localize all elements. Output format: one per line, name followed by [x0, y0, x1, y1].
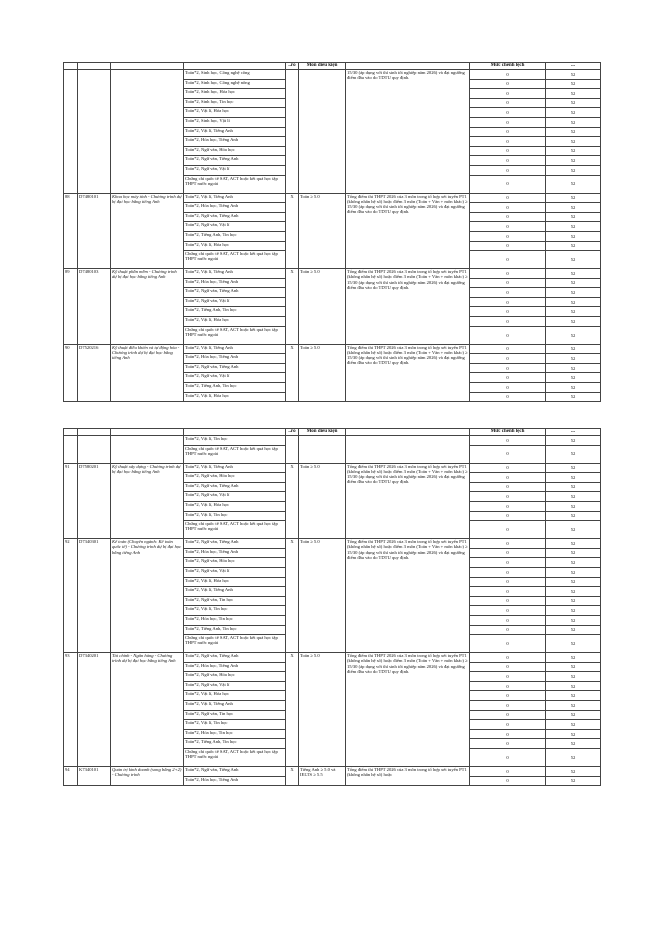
diff-level-cell: 0: [470, 251, 546, 269]
score-cell: 52: [546, 701, 601, 711]
score-cell: 52: [546, 521, 601, 539]
program-condition: Tiếng Anh ≥ 5.0 và IELTS ≥ 5.5: [299, 767, 346, 786]
combination-cell: Toán*2, Ngữ văn, Vật lí: [184, 222, 286, 232]
diff-level-cell: 0: [470, 127, 546, 137]
combination-cell: Toán*2, Vật lí, Hóa học: [184, 691, 286, 701]
combination-cell: Toán*2, Sinh học, Công nghệ nông: [184, 79, 286, 89]
combination-cell: Toán*2, Tiếng Anh, Tin học: [184, 307, 286, 317]
program-no: 93: [64, 653, 78, 767]
program-name: Tài chính - Ngân hàng - Chương trình dự bị đại học bằng tiếng Anh: [111, 653, 184, 767]
combination-cell: Chứng chỉ quốc tế SAT, ACT hoặc kết quả học tập THPT nước ngoài: [184, 445, 286, 463]
diff-level-cell: 0: [470, 203, 546, 213]
diff-level-cell: 0: [470, 739, 546, 749]
diff-level-cell: 0: [470, 615, 546, 625]
program-name: Quản trị kinh doanh (song bằng 2+2) - Chương trình: [111, 767, 184, 786]
score-cell: 52: [546, 729, 601, 739]
program-condition: Toán ≥ 5.0: [299, 463, 346, 539]
lead-no: [64, 436, 78, 464]
program-code: D7480101: [78, 193, 111, 269]
diff-level-cell: 0: [470, 108, 546, 118]
combination-cell: Toán*2, Ngữ văn, Tin học: [184, 710, 286, 720]
program-method-mark: X: [286, 344, 299, 402]
score-cell: 52: [546, 241, 601, 251]
diff-level-cell: 0: [470, 344, 546, 354]
combination-cell: Toán*2, Vật lí, Hóa học: [184, 577, 286, 587]
diff-level-cell: 0: [470, 606, 546, 616]
diff-level-cell: 0: [470, 326, 546, 344]
combination-cell: Chứng chỉ quốc tế SAT, ACT hoặc kết quả học tập THPT nước ngoài: [184, 521, 286, 539]
program-name: Kế toán (Chuyên ngành: Kế toán quốc tế) - Chương trình dự bị đại học bằng tiếng Anh: [111, 539, 184, 653]
diff-level-cell: 0: [470, 241, 546, 251]
header-blank: [64, 63, 78, 70]
program-method-mark: X: [286, 463, 299, 539]
score-cell: 52: [546, 710, 601, 720]
combination-cell: Toán*2, Ngữ văn, Tiếng Anh: [184, 767, 286, 777]
diff-level-cell: 0: [470, 383, 546, 393]
combination-cell: Toán*2, Ngữ văn, Vật lí: [184, 165, 286, 175]
score-cell: 52: [546, 127, 601, 137]
lead-no: [64, 70, 78, 194]
diff-level-cell: 0: [470, 137, 546, 147]
score-cell: 52: [546, 222, 601, 232]
diff-level-cell: 0: [470, 548, 546, 558]
diff-level-cell: 0: [470, 193, 546, 203]
diff-level-cell: 0: [470, 175, 546, 193]
lead-method: [286, 436, 299, 464]
program-condition: Toán ≥ 5.0: [299, 269, 346, 345]
lead-name: [111, 436, 184, 464]
header-blank: [78, 63, 111, 70]
combination-cell: Toán*2, Hóa học, Tin học: [184, 729, 286, 739]
score-cell: 52: [546, 317, 601, 327]
program-note: Tổng điểm thi THPT 2026 của 3 môn trong tổ hợp xét tuyển PT1 (không nhân hệ số) hoặc điểm 3 môn (Toán + Văn + môn khác) ≥ 15/30 (áp dụng với thí sinh tốt nghiệp năm 2026) và đạt ngưỡng điểm đầu vào do TDTU quy định.: [346, 653, 470, 767]
program-no: 92: [64, 539, 78, 653]
combination-cell: Toán*2, Tiếng Anh, Tin học: [184, 231, 286, 241]
combination-cell: Toán*2, Ngữ văn, Tiếng Anh: [184, 288, 286, 298]
score-cell: 52: [546, 79, 601, 89]
header-method: ..ró: [286, 429, 299, 436]
score-cell: 52: [546, 98, 601, 108]
score-cell: 52: [546, 577, 601, 587]
score-cell: 52: [546, 606, 601, 616]
program-note: Tổng điểm thi THPT 2026 của 3 môn trong tổ hợp xét tuyển PT1 (không nhân hệ số) hoặc: [346, 767, 470, 786]
table-row: [64, 436, 601, 446]
header-subject-condition: Môn điều kiện: [299, 63, 346, 70]
score-cell: 52: [546, 720, 601, 730]
score-cell: 52: [546, 548, 601, 558]
combination-cell: Toán*2, Ngữ văn, Hóa học: [184, 558, 286, 568]
table-row: [64, 269, 601, 279]
diff-level-cell: 0: [470, 539, 546, 549]
score-cell: 52: [546, 653, 601, 663]
combination-cell: Toán*2, Vật lí, Hóa học: [184, 317, 286, 327]
score-cell: 52: [546, 70, 601, 80]
program-code: K7340101: [78, 767, 111, 786]
program-note: Tổng điểm thi THPT 2026 của 3 môn trong tổ hợp xét tuyển PT1 (không nhân hệ số) hoặc điểm 3 môn (Toán + Văn + môn khác) ≥ 15/30 (áp dụng với thí sinh tốt nghiệp năm 2026) và đạt ngưỡng điểm đầu vào do TDTU quy định.: [346, 193, 470, 269]
program-note: Tổng điểm thi THPT 2026 của 3 môn trong tổ hợp xét tuyển PT1 (không nhân hệ số) hoặc điểm 3 môn (Toán + Văn + môn khác) ≥ 15/30 (áp dụng với thí sinh tốt nghiệp năm 2026) và đạt ngưỡng điểm đầu vào do TDTU quy định.: [346, 463, 470, 539]
combination-cell: Chứng chỉ quốc tế SAT, ACT hoặc kết quả học tập THPT nước ngoài: [184, 251, 286, 269]
diff-level-cell: 0: [470, 473, 546, 483]
diff-level-cell: 0: [470, 482, 546, 492]
diff-level-cell: 0: [470, 79, 546, 89]
diff-level-cell: 0: [470, 231, 546, 241]
score-cell: 52: [546, 635, 601, 653]
header-diff-level: Mức chênh lệch: [470, 429, 546, 436]
header-diff-level: Mức chênh lệch: [470, 63, 546, 70]
header-blank: [184, 429, 286, 436]
table-row: [64, 463, 601, 473]
combination-cell: Toán*2, Ngữ văn, Vật lí: [184, 492, 286, 502]
combination-cell: Toán*2, Vật lí, Hóa học: [184, 108, 286, 118]
score-cell: 52: [546, 615, 601, 625]
score-cell: 52: [546, 482, 601, 492]
score-cell: 52: [546, 278, 601, 288]
combination-cell: Toán*2, Vật lí, Tiếng Anh: [184, 269, 286, 279]
combination-cell: Toán*2, Ngữ văn, Tiếng Anh: [184, 539, 286, 549]
combination-cell: Toán*2, Ngữ văn, Vật lí: [184, 681, 286, 691]
score-cell: 52: [546, 587, 601, 597]
diff-level-cell: 0: [470, 729, 546, 739]
combination-cell: Toán*2, Ngữ văn, Tiếng Anh: [184, 363, 286, 373]
diff-level-cell: 0: [470, 567, 546, 577]
score-cell: 52: [546, 231, 601, 241]
combination-cell: Toán*2, Sinh học, Vật lí: [184, 117, 286, 127]
diff-level-cell: 0: [470, 146, 546, 156]
score-cell: 52: [546, 137, 601, 147]
score-cell: 52: [546, 383, 601, 393]
program-condition: Toán ≥ 5.0: [299, 344, 346, 402]
score-cell: 52: [546, 203, 601, 213]
program-code: D7340301: [78, 539, 111, 653]
score-cell: 52: [546, 776, 601, 786]
combination-cell: Toán*2, Ngữ văn, Hóa học: [184, 672, 286, 682]
combination-cell: Toán*2, Hóa học, Tiếng Anh: [184, 354, 286, 364]
score-cell: 52: [546, 681, 601, 691]
diff-level-cell: 0: [470, 288, 546, 298]
combination-cell: Chứng chỉ quốc tế SAT, ACT hoặc kết quả học tập THPT nước ngoài: [184, 175, 286, 193]
program-condition: Toán ≥ 5.0: [299, 193, 346, 269]
combination-cell: Toán*2, Vật lí, Tiếng Anh: [184, 193, 286, 203]
diff-level-cell: 0: [470, 317, 546, 327]
combination-cell: Toán*2, Vật lí, Tiếng Anh: [184, 344, 286, 354]
diff-level-cell: 0: [470, 596, 546, 606]
program-method-mark: X: [286, 767, 299, 786]
combination-cell: Toán*2, Hóa học, Tin học: [184, 615, 286, 625]
score-cell: 52: [546, 363, 601, 373]
diff-level-cell: 0: [470, 681, 546, 691]
program-name: Kỹ thuật phần mềm - Chương trình dự bị đại học bằng tiếng Anh: [111, 269, 184, 345]
score-cell: 52: [546, 492, 601, 502]
header-blank: [346, 429, 470, 436]
header-blank: [111, 429, 184, 436]
diff-level-cell: 0: [470, 720, 546, 730]
program-condition: Toán ≥ 5.0: [299, 539, 346, 653]
header-blank: [184, 63, 286, 70]
score-cell: 52: [546, 767, 601, 777]
program-note: Tổng điểm thi THPT 2026 của 3 môn trong tổ hợp xét tuyển PT1 (không nhân hệ số) hoặc điểm 3 môn (Toán + Văn + môn khác) ≥ 15/30 (áp dụng với thí sinh tốt nghiệp năm 2026) và đạt ngưỡng điểm đầu vào do TDTU quy định.: [346, 344, 470, 402]
diff-level-cell: 0: [470, 212, 546, 222]
program-method-mark: X: [286, 193, 299, 269]
diff-level-cell: 0: [470, 501, 546, 511]
score-cell: 52: [546, 326, 601, 344]
combination-cell: Toán*2, Sinh học, Tin học: [184, 98, 286, 108]
header-method: ..ró: [286, 63, 299, 70]
diff-level-cell: 0: [470, 635, 546, 653]
lead-name: [111, 70, 184, 194]
diff-level-cell: 0: [470, 117, 546, 127]
combination-cell: Toán*2, Hóa học, Tiếng Anh: [184, 776, 286, 786]
combination-cell: Toán*2, Ngữ văn, Hóa học: [184, 473, 286, 483]
diff-level-cell: 0: [470, 672, 546, 682]
diff-level-cell: 0: [470, 297, 546, 307]
score-cell: 52: [546, 445, 601, 463]
combination-cell: Toán*2, Vật lí, Hóa học: [184, 501, 286, 511]
combination-cell: Toán*2, Tiếng Anh, Tin học: [184, 739, 286, 749]
score-cell: 52: [546, 193, 601, 203]
program-note: Tổng điểm thi THPT 2026 của 3 môn trong tổ hợp xét tuyển PT1 (không nhân hệ số) hoặc điểm 3 môn (Toán + Văn + môn khác) ≥ 15/30 (áp dụng với thí sinh tốt nghiệp năm 2026) và đạt ngưỡng điểm đầu vào do TDTU quy định.: [346, 269, 470, 345]
combination-cell: Toán*2, Sinh học, Hóa học: [184, 89, 286, 99]
score-cell: 52: [546, 175, 601, 193]
header-subject-condition: Môn điều kiện: [299, 429, 346, 436]
combination-cell: Toán*2, Ngữ văn, Vật lí: [184, 373, 286, 383]
table-row: [64, 767, 601, 777]
combination-cell: Toán*2, Ngữ văn, Tiếng Anh: [184, 212, 286, 222]
combination-cell: Chứng chỉ quốc tế SAT, ACT hoặc kết quả học tập THPT nước ngoài: [184, 749, 286, 767]
diff-level-cell: 0: [470, 222, 546, 232]
header-blank: [64, 429, 78, 436]
header-last: ...: [546, 429, 601, 436]
table-row: [64, 344, 601, 354]
diff-level-cell: 0: [470, 511, 546, 521]
score-cell: 52: [546, 501, 601, 511]
diff-level-cell: 0: [470, 577, 546, 587]
program-note: Tổng điểm thi THPT 2026 của 3 môn trong tổ hợp xét tuyển PT1 (không nhân hệ số) hoặc điểm 3 môn (Toán + Văn + môn khác) ≥ 15/30 (áp dụng với thí sinh tốt nghiệp năm 2026) và đạt ngưỡng điểm đầu vào do TDTU quy định.: [346, 539, 470, 653]
score-cell: 52: [546, 567, 601, 577]
table-header-row: [64, 63, 601, 70]
combination-cell: Toán*2, Vật lí, Hóa học: [184, 392, 286, 402]
admission-table-1: [63, 62, 601, 402]
combination-cell: Toán*2, Vật lí, Tin học: [184, 720, 286, 730]
combination-cell: Chứng chỉ quốc tế SAT, ACT hoặc kết quả học tập THPT nước ngoài: [184, 326, 286, 344]
diff-level-cell: 0: [470, 165, 546, 175]
combination-cell: Toán*2, Vật lí, Tiếng Anh: [184, 463, 286, 473]
score-cell: 52: [546, 288, 601, 298]
score-cell: 52: [546, 373, 601, 383]
score-cell: 52: [546, 344, 601, 354]
combination-cell: Toán*2, Hóa học, Tiếng Anh: [184, 548, 286, 558]
program-code: D7480103: [78, 269, 111, 345]
table-header-row: [64, 429, 601, 436]
diff-level-cell: 0: [470, 363, 546, 373]
score-cell: 52: [546, 539, 601, 549]
lead-code: [78, 436, 111, 464]
combination-cell: Toán*2, Vật lí, Hóa học: [184, 241, 286, 251]
diff-level-cell: 0: [470, 373, 546, 383]
lead-note: [346, 436, 470, 464]
score-cell: 52: [546, 436, 601, 446]
diff-level-cell: 0: [470, 89, 546, 99]
diff-level-cell: 0: [470, 354, 546, 364]
combination-cell: Toán*2, Vật lí, Tiếng Anh: [184, 701, 286, 711]
diff-level-cell: 0: [470, 776, 546, 786]
combination-cell: Chứng chỉ quốc tế SAT, ACT hoặc kết quả học tập THPT nước ngoài: [184, 635, 286, 653]
program-condition: Toán ≥ 5.0: [299, 653, 346, 767]
header-last: ...: [546, 63, 601, 70]
diff-level-cell: 0: [470, 653, 546, 663]
admission-table-2: [63, 428, 601, 786]
lead-method: [286, 70, 299, 194]
diff-level-cell: 0: [470, 463, 546, 473]
diff-level-cell: 0: [470, 749, 546, 767]
table-row: [64, 539, 601, 549]
program-name: Khoa học máy tính - Chương trình dự bị đại học bằng tiếng Anh: [111, 193, 184, 269]
program-code: D7340201: [78, 653, 111, 767]
diff-level-cell: 0: [470, 710, 546, 720]
program-no: 91: [64, 463, 78, 539]
program-code: D7520216: [78, 344, 111, 402]
combination-cell: Toán*2, Hóa học, Tiếng Anh: [184, 278, 286, 288]
table-row: [64, 70, 601, 80]
program-method-mark: X: [286, 653, 299, 767]
score-cell: 52: [546, 463, 601, 473]
diff-level-cell: 0: [470, 392, 546, 402]
score-cell: 52: [546, 739, 601, 749]
combination-cell: Toán*2, Hóa học, Tiếng Anh: [184, 137, 286, 147]
score-cell: 52: [546, 307, 601, 317]
score-cell: 52: [546, 511, 601, 521]
diff-level-cell: 0: [470, 492, 546, 502]
header-blank: [111, 63, 184, 70]
table-row: [64, 193, 601, 203]
diff-level-cell: 0: [470, 70, 546, 80]
score-cell: 52: [546, 156, 601, 166]
lead-code: [78, 70, 111, 194]
combination-cell: Toán*2, Tiếng Anh, Tin học: [184, 625, 286, 635]
diff-level-cell: 0: [470, 691, 546, 701]
combination-cell: Toán*2, Ngữ văn, Vật lí: [184, 297, 286, 307]
combination-cell: Toán*2, Vật lí, Tiếng Anh: [184, 587, 286, 597]
page-top-half: [0, 0, 657, 420]
combination-cell: Toán*2, Hóa học, Tiếng Anh: [184, 662, 286, 672]
score-cell: 52: [546, 89, 601, 99]
score-cell: 52: [546, 392, 601, 402]
table-row: [64, 653, 601, 663]
combination-cell: Toán*2, Ngữ văn, Tiếng Anh: [184, 653, 286, 663]
score-cell: 52: [546, 354, 601, 364]
diff-level-cell: 0: [470, 662, 546, 672]
program-no: 94: [64, 767, 78, 786]
diff-level-cell: 0: [470, 558, 546, 568]
score-cell: 52: [546, 596, 601, 606]
score-cell: 52: [546, 146, 601, 156]
combination-cell: Toán*2, Vật lí, Tin học: [184, 436, 286, 446]
program-no: 88: [64, 193, 78, 269]
score-cell: 52: [546, 749, 601, 767]
score-cell: 52: [546, 691, 601, 701]
header-blank: [346, 63, 470, 70]
combination-cell: Toán*2, Ngữ văn, Tiếng Anh: [184, 482, 286, 492]
diff-level-cell: 0: [470, 521, 546, 539]
diff-level-cell: 0: [470, 436, 546, 446]
combination-cell: Toán*2, Vật lí, Tin học: [184, 511, 286, 521]
score-cell: 52: [546, 165, 601, 175]
combination-cell: Toán*2, Vật lí, Tiếng Anh: [184, 127, 286, 137]
diff-level-cell: 0: [470, 156, 546, 166]
diff-level-cell: 0: [470, 278, 546, 288]
header-blank: [78, 429, 111, 436]
program-no: 89: [64, 269, 78, 345]
diff-level-cell: 0: [470, 98, 546, 108]
score-cell: 52: [546, 672, 601, 682]
score-cell: 52: [546, 251, 601, 269]
score-cell: 52: [546, 662, 601, 672]
combination-cell: Toán*2, Ngữ văn, Tin học: [184, 596, 286, 606]
score-cell: 52: [546, 473, 601, 483]
page-bottom-half: [0, 420, 657, 929]
program-name: Kỹ thuật điều khiển và tự động hóa - Chương trình dự bị đại học bằng tiếng Anh: [111, 344, 184, 402]
combination-cell: Toán*2, Hóa học, Tiếng Anh: [184, 203, 286, 213]
combination-cell: Toán*2, Ngữ văn, Tiếng Anh: [184, 156, 286, 166]
diff-level-cell: 0: [470, 625, 546, 635]
lead-note: 15/30 (áp dụng với thí sinh tốt nghiệp năm 2026) và đạt ngưỡng điểm đầu vào do TDTU quy định.: [346, 70, 470, 194]
score-cell: 52: [546, 558, 601, 568]
lead-condition: [299, 436, 346, 464]
diff-level-cell: 0: [470, 701, 546, 711]
program-name: Kỹ thuật xây dựng - Chương trình dự bị đại học bằng tiếng Anh: [111, 463, 184, 539]
combination-cell: Toán*2, Ngữ văn, Hóa học: [184, 146, 286, 156]
score-cell: 52: [546, 108, 601, 118]
combination-cell: Toán*2, Ngữ văn, Vật lí: [184, 567, 286, 577]
lead-condition: [299, 70, 346, 194]
score-cell: 52: [546, 269, 601, 279]
diff-level-cell: 0: [470, 587, 546, 597]
diff-level-cell: 0: [470, 445, 546, 463]
combination-cell: Toán*2, Vật lí, Tin học: [184, 606, 286, 616]
score-cell: 52: [546, 625, 601, 635]
program-method-mark: X: [286, 269, 299, 345]
combination-cell: Toán*2, Sinh học, Công nghệ công: [184, 70, 286, 80]
diff-level-cell: 0: [470, 269, 546, 279]
program-method-mark: X: [286, 539, 299, 653]
diff-level-cell: 0: [470, 767, 546, 777]
score-cell: 52: [546, 297, 601, 307]
program-no: 90: [64, 344, 78, 402]
score-cell: 52: [546, 117, 601, 127]
diff-level-cell: 0: [470, 307, 546, 317]
combination-cell: Toán*2, Tiếng Anh, Tin học: [184, 383, 286, 393]
program-code: D7580201: [78, 463, 111, 539]
score-cell: 52: [546, 212, 601, 222]
